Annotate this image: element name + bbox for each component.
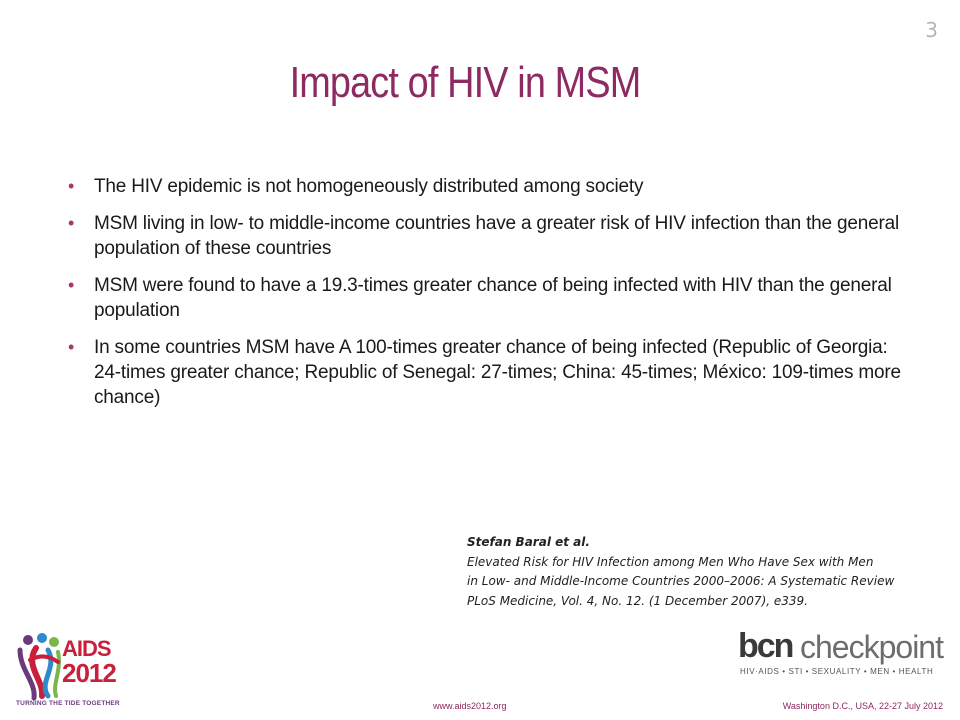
bullet-item bbox=[62, 174, 910, 199]
bullet-text: The HIV epidemic is not homogeneously distributed among society bbox=[94, 176, 644, 197]
footer-event-info: Washington D.C., USA, 22-27 July 2012 bbox=[782, 701, 943, 711]
citation bbox=[467, 533, 937, 611]
citation-line: PLoS Medicine, Vol. 4, No. 12. (1 December 2007), e339. bbox=[467, 593, 808, 608]
slide-title: Impact of HIV in MSM bbox=[289, 58, 641, 107]
bullet-dot-icon: • bbox=[68, 176, 75, 196]
bullet-text: MSM living in low- to middle-income countries have a greater risk of HIV infection than the general population of these countries bbox=[94, 213, 899, 259]
citation-line: in Low- and Middle-Income Countries 2000–2006: A Systematic Review bbox=[467, 574, 895, 588]
bullet-text: In some countries MSM have A 100-times greater chance of being infected (Republic of Georgia: 24-times greater chance; Republic of Senegal: 27-times; China: 45-times; México: 109-times more chance) bbox=[94, 337, 901, 408]
bullet-text: MSM were found to have a 19.3-times greater chance of being infected with HIV than the general population bbox=[94, 275, 892, 321]
bullet-item bbox=[62, 211, 910, 261]
aids-logo-word: AIDS bbox=[62, 636, 111, 661]
bullet-item bbox=[62, 335, 910, 410]
bullet-item bbox=[62, 273, 910, 323]
aids-logo-tagline: TURNING THE TIDE TOGETHER bbox=[16, 700, 120, 707]
bcn-logo-word: bcn bbox=[738, 627, 793, 665]
checkpoint-logo-word: checkpoint bbox=[800, 629, 943, 665]
bullet-list bbox=[62, 174, 910, 422]
footer-url[interactable]: www.aids2012.org bbox=[433, 701, 507, 711]
bullet-dot-icon: • bbox=[68, 337, 75, 357]
bullet-dot-icon: • bbox=[68, 213, 75, 233]
bullet-dot-icon: • bbox=[68, 275, 75, 295]
page-number: 3 bbox=[925, 18, 938, 42]
bcn-logo-tagline: HIV·AIDS • STI • SEXUALITY • MEN • HEALTH bbox=[740, 667, 934, 676]
aids-logo-year: 2012 bbox=[62, 658, 116, 688]
citation-author: Stefan Baral et al. bbox=[467, 535, 590, 549]
citation-line: Elevated Risk for HIV Infection among Men Who Have Sex with Men bbox=[467, 554, 874, 569]
